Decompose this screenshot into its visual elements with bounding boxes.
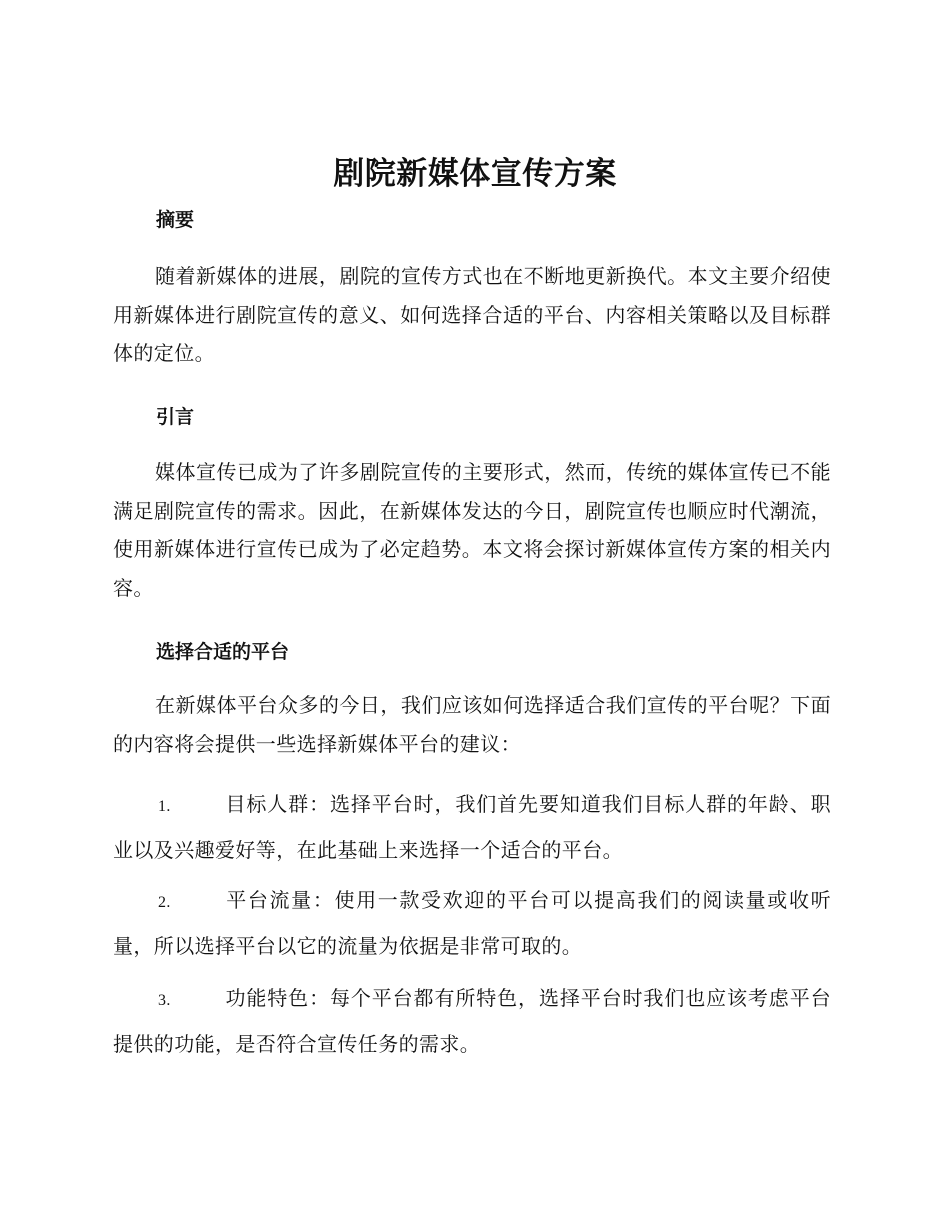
abstract-paragraph: 随着新媒体的进展，剧院的宣传方式也在不断地更新换代。本文主要介绍使用新媒体进行剧院宣传的意义、如何选择合适的平台、内容相关策略以及目标群体的定位。 [113, 264, 831, 365]
list-item-text: 目标人群：选择平台时，我们首先要知道我们目标人群的年龄、职业以及兴趣爱好等，在此基础上来选择一个适合的平台。 [113, 792, 831, 862]
document-title: 剧院新媒体宣传方案 [333, 156, 617, 192]
list-item-text: 平台流量：使用一款受欢迎的平台可以提高我们的阅读量或收听量，所以选择平台以它的流量为依据是非常可取的。 [113, 888, 831, 958]
list-item [113, 879, 831, 967]
section-heading-introduction: 引言 [156, 406, 195, 428]
list-item [113, 977, 831, 1065]
list-item-number: 1. [158, 798, 171, 815]
list-item-text: 功能特色：每个平台都有所特色，选择平台时我们也应该考虑平台提供的功能，是否符合宣传任务的需求。 [113, 986, 831, 1056]
list-item-number: 3. [158, 992, 171, 1009]
section-heading-abstract: 摘要 [156, 209, 195, 231]
list-item-number: 2. [158, 894, 171, 911]
section-heading-choose-platform: 选择合适的平台 [156, 641, 290, 663]
introduction-paragraph: 媒体宣传已成为了许多剧院宣传的主要形式，然而，传统的媒体宣传已不能满足剧院宣传的需求。因此，在新媒体发达的今日，剧院宣传也顺应时代潮流，使用新媒体进行宣传已成为了必定趋势。本文将会探讨新媒体宣传方案的相关内容。 [113, 460, 831, 600]
choose-platform-paragraph: 在新媒体平台众多的今日，我们应该如何选择适合我们宣传的平台呢？下面的内容将会提供一些选择新媒体平台的建议： [113, 693, 831, 756]
list-item [113, 783, 831, 871]
